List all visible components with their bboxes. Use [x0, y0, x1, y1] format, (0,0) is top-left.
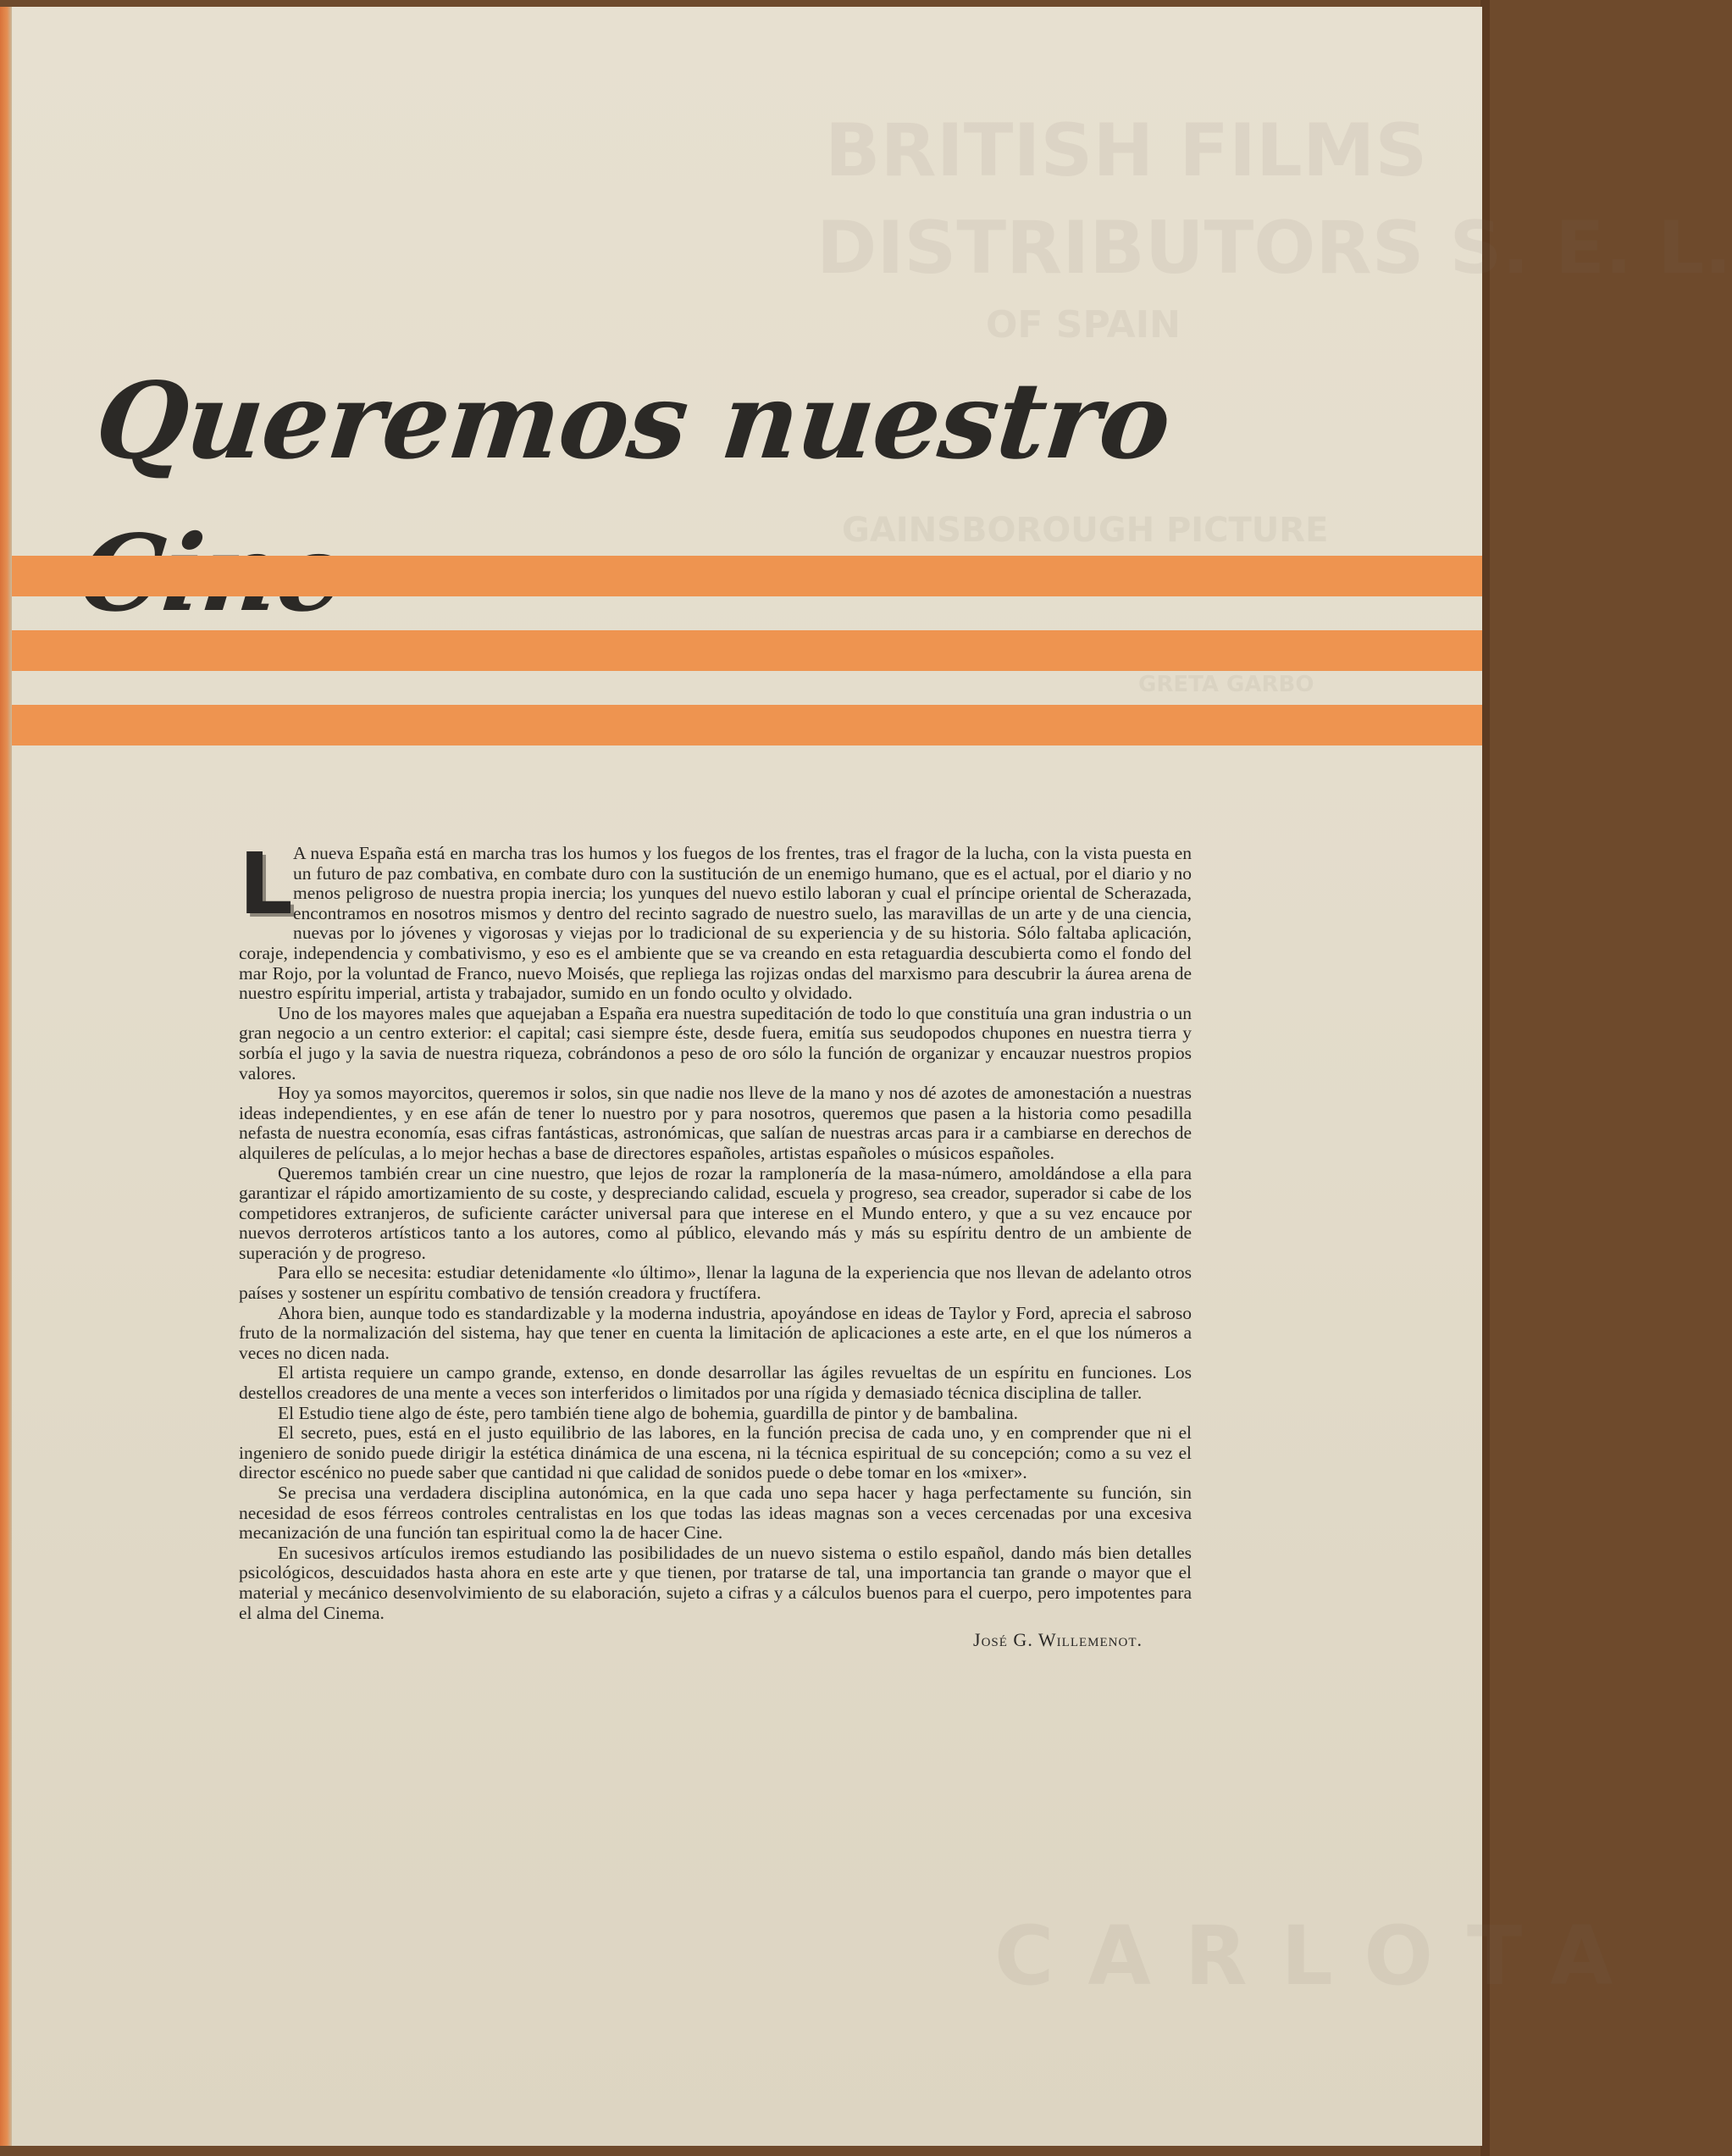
- article-paragraph: Queremos también crear un cine nuestro, que lejos de rozar la ramplonería de la masa-número, amoldándose a ella para garantizar el rápido amortizamiento de su coste, y despreciando calidad, escuela y progreso, sea creador, superador si cabe de los competidores extranjeros, de suficiente carácter universal para que interese en el Mundo entero, y que a su vez encauce por nuevos derroteros artísticos tanto a los autores, como al público, elevando más y más su espíritu dentro de un ambiente de superación y de progreso.: [239, 1162, 1192, 1263]
- decorative-stripe: [12, 556, 1482, 596]
- article-paragraph: Ahora bien, aunque todo es standardizable y la moderna industria, apoyándose en ideas de Taylor y Ford, aprecia el sabroso fruto de la normalización del sistema, hay que tener en cuenta la limitación de aplicaciones a este arte, en el que los números a veces no dicen nada.: [239, 1302, 1192, 1363]
- article-paragraph: [239, 834, 1192, 1004]
- page-headline: Queremos nuestro: [90, 360, 1176, 483]
- author-signature: José G. Willemenot.: [973, 1629, 1143, 1651]
- show-through-text: GRETA GARBO: [1138, 672, 1314, 697]
- article-paragraph: El Estudio tiene algo de éste, pero también tiene algo de bohemia, guardilla de pintor y de bambalina.: [278, 1402, 1019, 1423]
- drop-cap: L: [239, 834, 293, 934]
- decorative-stripe: [12, 630, 1482, 671]
- show-through-text: CARLOTA: [994, 1909, 1647, 2004]
- show-through-text: DISTRIBUTORS S. E. L.: [816, 206, 1732, 291]
- paragraph-text: A nueva España está en marcha tras los humos y los fuegos de los frentes, tras el fragor de la lucha, con la vista puesta en un futuro de paz combativa, en combate duro con la sustitución de un enemigo humano, que es el actual, por el diario y no menos peligroso de nuestra propia inercia; los yunques del nuevo estilo laboran y cual el príncipe oriental de Scherazada, encontramos en nosotros mismos y dentro del recinto sagrado de nuestro suelo, las maravillas de un arte y de una ciencia, nuevas por lo jóvenes y vigorosas y viejas por lo tradicional de su experiencia y de su historia. Sólo faltaba aplicación, coraje, independencia y combativismo, y eso es el ambiente que se va creando en esta retaguardia descubierta como el fondo del mar Rojo, por la voluntad de Franco, nuevo Moisés, que repliega las rojizas ondas del marxismo para descubrir la áurea arena de nuestro espíritu imperial, artista y trabajador, sumido en un fondo oculto y olvidado.: [239, 843, 1192, 1004]
- article-paragraph: Para ello se necesita: estudiar detenidamente «lo último», llenar la laguna de la experiencia que nos llevan de adelanto otros países y sostener un espíritu combativo de tensión creadora y fructífera.: [239, 1262, 1192, 1304]
- page-edge-left: [0, 7, 12, 2146]
- article-body: [239, 834, 1192, 1651]
- decorative-stripe: [12, 705, 1482, 745]
- show-through-text: OF SPAIN: [986, 303, 1181, 346]
- article-paragraph: Hoy ya somos mayorcitos, queremos ir solos, sin que nadie nos lleve de la mano y nos dé azotes de amonestación a nuestras ideas independientes, y en ese afán de tener lo nuestro por y para nosotros, queremos que pasen a la historia como pesadilla nefasta de nuestra economía, esas cifras fantásticas, astronómicas, que salían de nuestras arcas para ir a cambiarse en derechos de alquileres de películas, a lo mejor hechas a base de directores españoles, artistas españoles o músicos españoles.: [239, 1083, 1192, 1163]
- article-paragraph: En sucesivos artículos iremos estudiando las posibilidades de un nuevo sistema o estilo español, dando más bien detalles psicológicos, descuidados hasta ahora en este arte y que tienen, por tratarse de tal, una importancia tan grande o mayor que el material y mecánico desenvolvimiento de su elaboración, sujeto a cifras y a cálculos buenos para el cuerpo, pero impotentes para el alma del Cinema.: [239, 1542, 1192, 1623]
- article-paragraph: Uno de los mayores males que aquejaban a España era nuestra supeditación de todo lo que constituía una gran industria o un gran negocio a un centro exterior: el capital; casi siempre éste, desde fuera, emitía sus seudopodos chupones en nuestra tierra y sorbía el jugo y la savia de nuestra riqueza, cobrándonos a peso de oro sólo la función de organizar y encauzar nuestros propios valores.: [239, 1002, 1192, 1084]
- article-paragraph: Se precisa una verdadera disciplina autonómica, en la que cada uno sepa hacer y haga perfectamente su función, sin necesidad de esos férreos controles centralistas en los que todas las ideas magnas son a veces cercenadas por una excesiva mecanización de una función tan espiritual como la de hacer Cine.: [239, 1483, 1192, 1544]
- show-through-text: GAINSBOROUGH PICTURE: [842, 511, 1329, 550]
- article-paragraph: El secreto, pues, está en el justo equilibrio de las labores, en la función precisa de cada uno, y en comprender que ni el ingeniero de sonido puede dirigir la estética dinámica de una escena, ni la técnica espiritual de su concepción; como a su vez el director escénico no puede saber que cantidad ni que calidad de sonidos puede o debe tomar en los «mixer».: [239, 1422, 1192, 1483]
- show-through-text: BRITISH FILMS: [825, 108, 1428, 193]
- magazine-page: [12, 7, 1732, 2146]
- article-paragraph: El artista requiere un campo grande, extenso, en donde desarrollar las ágiles revueltas de un espíritu en funciones. Los destellos creadores de una mente a veces son interferidos o limitados por una rígida y demasiado técnica disciplina de taller.: [239, 1362, 1192, 1404]
